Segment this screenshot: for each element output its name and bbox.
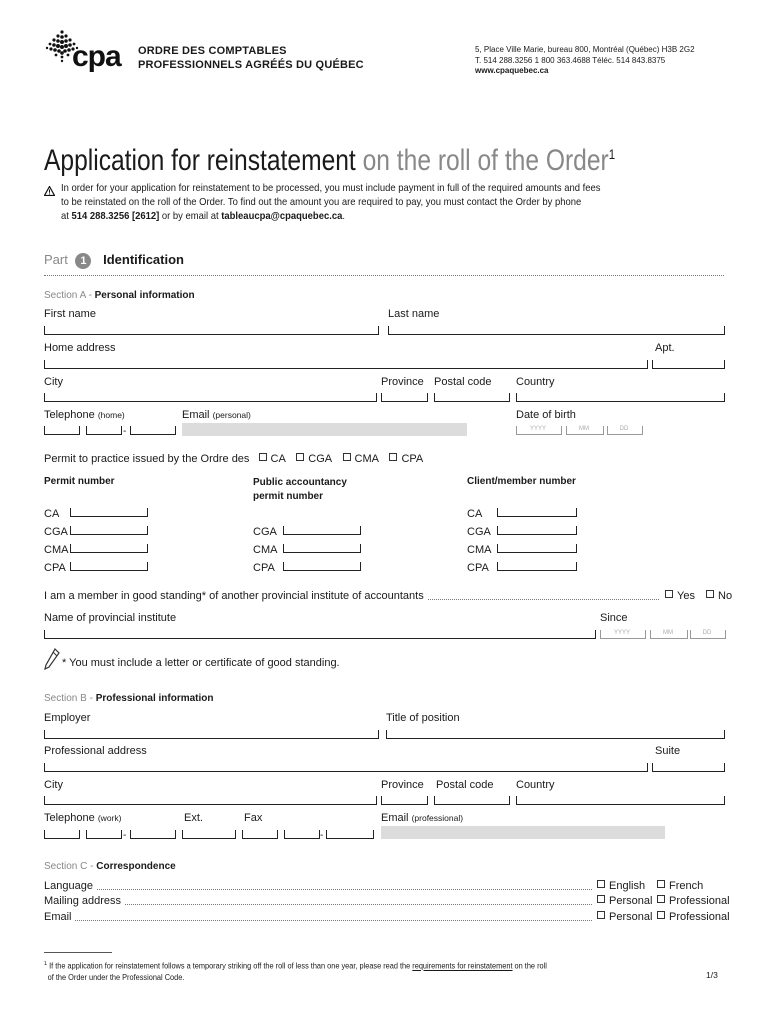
part-heading bbox=[44, 251, 184, 269]
telephone-home-area[interactable] bbox=[44, 426, 80, 435]
permit-cga-checkbox[interactable] bbox=[296, 453, 331, 465]
permit-cpa-label: CPA bbox=[401, 453, 424, 465]
page-title bbox=[44, 136, 615, 179]
notice-email[interactable]: tableaucpa@cpaquebec.ca bbox=[221, 210, 343, 222]
telephone-work-area[interactable] bbox=[44, 830, 80, 839]
email-personal-field[interactable] bbox=[182, 423, 467, 436]
warning-icon bbox=[44, 183, 55, 201]
notice-text bbox=[61, 181, 637, 223]
last-name-label: Last name bbox=[388, 308, 440, 320]
permit-row-ca-label: CA bbox=[44, 508, 60, 520]
section-c-title: Correspondence bbox=[96, 861, 176, 872]
employer-label: Employer bbox=[44, 712, 91, 724]
email-professional-label bbox=[381, 812, 463, 824]
good-standing-options bbox=[665, 590, 732, 602]
part-divider bbox=[44, 275, 724, 276]
language-english[interactable] bbox=[597, 880, 645, 892]
notice-line3-pre: at bbox=[61, 210, 72, 222]
section-a-heading bbox=[44, 290, 195, 301]
public-cpa-field[interactable] bbox=[283, 562, 361, 571]
dob-label: Date of birth bbox=[516, 409, 576, 421]
email-prof-text: Email bbox=[381, 812, 409, 824]
good-standing-question: I am a member in good standing* of another provincial institute of accountants bbox=[44, 590, 428, 602]
section-b-title: Professional information bbox=[95, 693, 214, 704]
english-label: English bbox=[609, 880, 646, 892]
telephone-home-dash: - bbox=[123, 426, 127, 437]
position-field[interactable] bbox=[386, 730, 725, 739]
logo-wordmark: cpa bbox=[72, 40, 121, 73]
section-a-prefix: Section A - bbox=[44, 290, 95, 301]
country-field[interactable] bbox=[516, 393, 725, 402]
ext-label: Ext. bbox=[184, 812, 203, 824]
checkbox-icon bbox=[657, 895, 665, 903]
notice-line3 bbox=[61, 209, 637, 223]
position-label: Title of position bbox=[386, 712, 460, 724]
public-accountancy-header-line1: Public accountancy bbox=[253, 477, 347, 488]
email-personal-option-label: Personal bbox=[609, 911, 653, 923]
employer-field[interactable] bbox=[44, 730, 379, 739]
fax-area[interactable] bbox=[242, 830, 278, 839]
dob-day-placeholder: DD bbox=[619, 426, 629, 432]
checkbox-icon bbox=[343, 453, 351, 461]
email-corr-professional[interactable] bbox=[657, 911, 730, 923]
checkbox-icon bbox=[597, 880, 605, 888]
section-c-prefix: Section C - bbox=[44, 861, 97, 872]
footnote-text-pre: If the application for reinstatement follows a temporary striking off the roll of less than one year, please read the bbox=[47, 961, 413, 971]
language-label: Language bbox=[44, 880, 96, 892]
footnote-marker: 1 bbox=[44, 961, 48, 967]
french-label: French bbox=[669, 880, 704, 892]
client-number-header: Client/member number bbox=[467, 476, 576, 487]
checkbox-icon bbox=[259, 453, 267, 461]
ext-field[interactable] bbox=[182, 830, 236, 839]
permit-cma-checkbox[interactable] bbox=[343, 453, 379, 465]
yes-label: Yes bbox=[677, 590, 695, 602]
language-french[interactable] bbox=[657, 880, 703, 892]
public-accountancy-header bbox=[253, 476, 347, 504]
suite-field[interactable] bbox=[652, 763, 725, 772]
prof-postal-label: Postal code bbox=[436, 779, 494, 791]
client-cpa-field[interactable] bbox=[497, 562, 577, 571]
client-ca-field[interactable] bbox=[497, 508, 577, 517]
prof-province-label: Province bbox=[381, 779, 424, 791]
no-label: No bbox=[718, 590, 733, 602]
postal-code-field[interactable] bbox=[434, 393, 510, 402]
dob-month-placeholder: MM bbox=[579, 426, 589, 432]
org-website[interactable]: www.cpaquebec.ca bbox=[475, 66, 549, 75]
mailing-professional-label: Professional bbox=[669, 895, 730, 907]
pencil-icon bbox=[44, 648, 60, 675]
part-label: Part bbox=[44, 252, 68, 267]
telephone-home-label bbox=[44, 409, 125, 421]
section-c-heading bbox=[44, 861, 176, 872]
checkbox-icon bbox=[706, 590, 714, 598]
client-row-cma-label: CMA bbox=[467, 544, 492, 556]
permit-issued-label: Permit to practice issued by the Ordre des bbox=[44, 453, 250, 465]
prof-country-field[interactable] bbox=[516, 796, 725, 805]
permit-cpa-field[interactable] bbox=[70, 562, 148, 571]
notice-phone: 514 288.3256 [2612] bbox=[71, 210, 160, 222]
cpa-logo bbox=[44, 28, 134, 74]
provincial-institute-label: Name of provincial institute bbox=[44, 612, 177, 624]
telephone-home-number[interactable] bbox=[130, 426, 176, 435]
checkbox-icon bbox=[665, 590, 673, 598]
since-year-placeholder: YYYY bbox=[613, 630, 630, 636]
province-label: Province bbox=[381, 376, 424, 388]
telephone-work-number[interactable] bbox=[130, 830, 176, 839]
apt-label: Apt. bbox=[655, 342, 675, 354]
dob-year-placeholder: YYYY bbox=[529, 426, 546, 432]
checkbox-icon bbox=[657, 880, 665, 888]
fax-number[interactable] bbox=[326, 830, 374, 839]
section-b-heading bbox=[44, 693, 214, 704]
footnote-rule bbox=[44, 952, 112, 953]
email-professional-option-label: Professional bbox=[669, 911, 730, 923]
permit-cpa-checkbox[interactable] bbox=[389, 453, 423, 465]
fax-dash: - bbox=[320, 830, 324, 841]
notice-line3-mid: or by email at bbox=[159, 210, 222, 222]
good-standing-note: * You must include a letter or certificate of good standing. bbox=[62, 657, 340, 669]
mailing-personal[interactable] bbox=[597, 895, 652, 907]
prof-city-label: City bbox=[44, 779, 63, 791]
public-accountancy-header-line2: permit number bbox=[253, 491, 324, 502]
org-phone: T. 514 288.3256 1 800 363.4688 Téléc. 514 843.8375 bbox=[475, 55, 666, 65]
section-b-prefix: Section B - bbox=[44, 693, 96, 704]
checkbox-icon bbox=[296, 453, 304, 461]
permit-cma-label: CMA bbox=[354, 453, 379, 465]
prof-city-field[interactable] bbox=[44, 796, 377, 805]
email-corr-personal[interactable] bbox=[597, 911, 652, 923]
telephone-work-label bbox=[44, 812, 121, 824]
email-prof-qualifier: (professional) bbox=[411, 813, 464, 823]
org-name-line1: ORDRE DES COMPTABLES bbox=[138, 45, 287, 57]
apt-field[interactable] bbox=[652, 360, 725, 369]
good-standing-yes[interactable] bbox=[665, 590, 695, 602]
mailing-label: Mailing address bbox=[44, 895, 124, 907]
city-field[interactable] bbox=[44, 393, 377, 402]
checkbox-icon bbox=[597, 911, 605, 919]
language-leader bbox=[44, 889, 592, 890]
telephone-label-text: Telephone bbox=[44, 409, 95, 421]
client-cga-field[interactable] bbox=[497, 526, 577, 535]
province-field[interactable] bbox=[381, 393, 428, 402]
notice-line3-end: . bbox=[342, 210, 345, 222]
telephone-qualifier: (home) bbox=[97, 410, 125, 420]
permit-ca-field[interactable] bbox=[70, 508, 148, 517]
home-address-label: Home address bbox=[44, 342, 116, 354]
permit-row-cma-label: CMA bbox=[44, 544, 69, 556]
section-a-title: Personal information bbox=[94, 290, 195, 301]
public-row-cma-label: CMA bbox=[253, 544, 278, 556]
permit-row-cga-label: CGA bbox=[44, 526, 68, 538]
provincial-institute-field[interactable] bbox=[44, 630, 596, 639]
prof-province-field[interactable] bbox=[381, 796, 428, 805]
permit-cga-field[interactable] bbox=[70, 526, 148, 535]
email-label-text: Email bbox=[182, 409, 210, 421]
client-row-ca-label: CA bbox=[467, 508, 483, 520]
telephone-work-text: Telephone bbox=[44, 812, 95, 824]
last-name-field[interactable] bbox=[388, 326, 725, 335]
footnote bbox=[44, 959, 547, 983]
notice-line1: In order for your application for reinstatement to be processed, you must include payment in full of the required amounts and fees bbox=[61, 182, 601, 194]
telephone-work-prefix[interactable] bbox=[86, 830, 122, 839]
client-row-cpa-label: CPA bbox=[467, 562, 489, 574]
prof-postal-field[interactable] bbox=[434, 796, 510, 805]
fax-label: Fax bbox=[244, 812, 263, 824]
first-name-label: First name bbox=[44, 308, 96, 320]
mailing-personal-label: Personal bbox=[609, 895, 653, 907]
public-row-cpa-label: CPA bbox=[253, 562, 275, 574]
footnote-line2: of the Order under the Professional Code. bbox=[47, 972, 185, 982]
email-qualifier: (personal) bbox=[212, 410, 251, 420]
prof-address-label: Professional address bbox=[44, 745, 147, 757]
permit-cga-label: CGA bbox=[308, 453, 332, 465]
prof-country-label: Country bbox=[516, 779, 555, 791]
title-footnote-ref: 1 bbox=[608, 146, 616, 162]
client-cma-field[interactable] bbox=[497, 544, 577, 553]
notice-line2: to be reinstated on the roll of the Order. To find out the amount you are required to pay, you must contact the Order by phone bbox=[61, 196, 582, 208]
permit-cma-field[interactable] bbox=[70, 544, 148, 553]
checkbox-icon bbox=[597, 895, 605, 903]
postal-code-label: Postal code bbox=[434, 376, 492, 388]
email-corr-label: Email bbox=[44, 911, 75, 923]
email-corr-leader bbox=[44, 920, 592, 921]
public-row-cga-label: CGA bbox=[253, 526, 277, 538]
fax-prefix[interactable] bbox=[284, 830, 320, 839]
client-row-cga-label: CGA bbox=[467, 526, 491, 538]
city-label: City bbox=[44, 376, 63, 388]
org-name-line2: PROFESSIONNELS AGRÉÉS DU QUÉBEC bbox=[138, 59, 364, 71]
since-day-placeholder: DD bbox=[702, 630, 712, 636]
mailing-leader bbox=[44, 904, 592, 905]
first-name-field[interactable] bbox=[44, 326, 379, 335]
mailing-professional[interactable] bbox=[657, 895, 730, 907]
suite-label: Suite bbox=[655, 745, 681, 757]
country-label: Country bbox=[516, 376, 555, 388]
public-cga-field[interactable] bbox=[283, 526, 361, 535]
telephone-work-dash: - bbox=[123, 830, 127, 841]
permit-ca-label: CA bbox=[270, 453, 286, 465]
telephone-work-qualifier: (work) bbox=[97, 813, 122, 823]
public-cma-field[interactable] bbox=[283, 544, 361, 553]
org-address: 5, Place Ville Marie, bureau 800, Montréal (Québec) H3B 2G2 bbox=[475, 45, 695, 54]
footnote-text-post: on the roll bbox=[512, 961, 547, 971]
permit-number-header: Permit number bbox=[44, 476, 115, 487]
page-number: 1/3 bbox=[706, 970, 718, 980]
permit-ca-checkbox[interactable] bbox=[259, 453, 286, 465]
org-contact bbox=[475, 45, 695, 77]
requirements-link[interactable]: requirements for reinstatement bbox=[412, 961, 513, 971]
page-title-rest: on the roll of the Order bbox=[355, 144, 609, 177]
footnote-line1 bbox=[44, 959, 547, 972]
checkbox-icon bbox=[657, 911, 665, 919]
part-number-badge: 1 bbox=[75, 253, 91, 269]
part-title: Identification bbox=[103, 252, 184, 267]
email-personal-label bbox=[182, 409, 251, 421]
email-professional-field[interactable] bbox=[381, 826, 665, 839]
home-address-field[interactable] bbox=[44, 360, 648, 369]
since-label: Since bbox=[600, 612, 628, 624]
page-title-main: Application for reinstatement bbox=[44, 144, 356, 177]
good-standing-no[interactable] bbox=[706, 590, 732, 602]
since-month-placeholder: MM bbox=[663, 630, 673, 636]
telephone-home-prefix[interactable] bbox=[86, 426, 122, 435]
prof-address-field[interactable] bbox=[44, 763, 648, 772]
checkbox-icon bbox=[389, 453, 397, 461]
permit-row-cpa-label: CPA bbox=[44, 562, 66, 574]
org-name bbox=[138, 44, 364, 72]
permit-issued-row bbox=[44, 453, 423, 465]
